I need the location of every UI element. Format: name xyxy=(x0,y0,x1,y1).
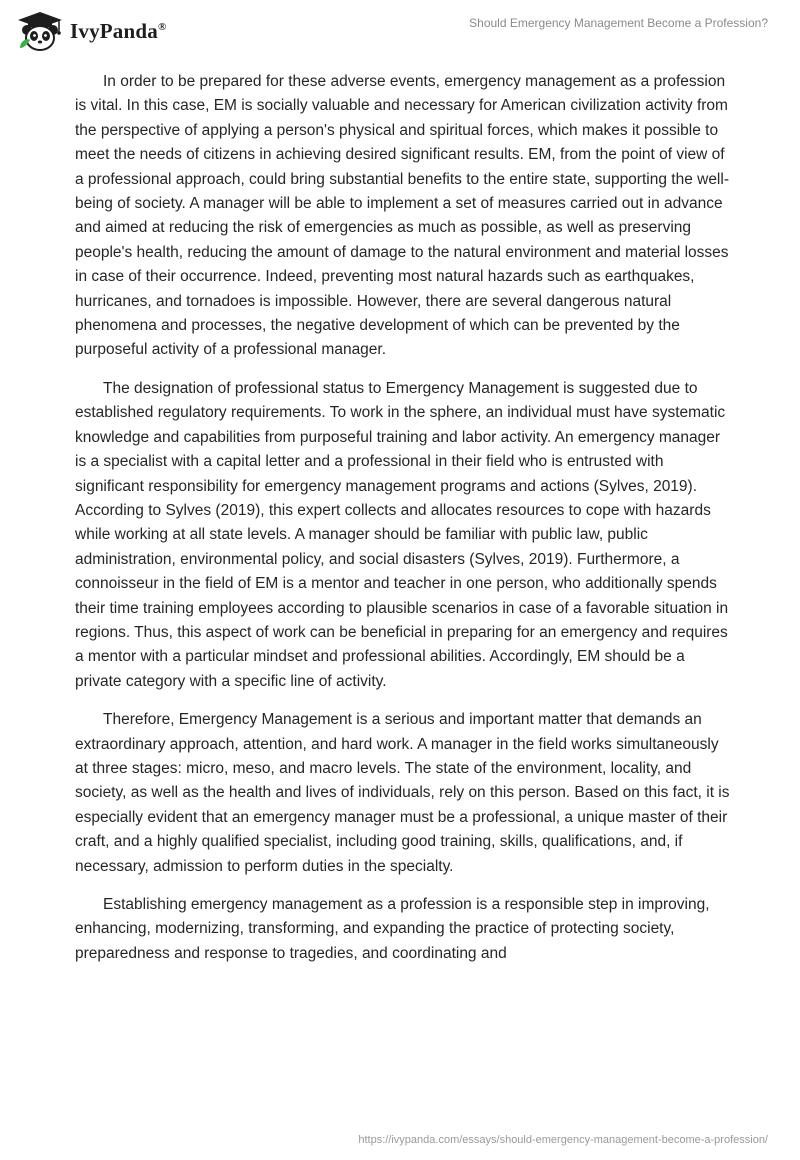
page-header xyxy=(0,0,800,56)
running-title: Should Emergency Management Become a Profession? xyxy=(469,16,768,30)
panda-graduate-icon xyxy=(14,10,66,52)
source-url-link[interactable]: https://ivypanda.com/essays/should-emergency-management-become-a-profession/ xyxy=(358,1134,768,1146)
ivypanda-logo[interactable] xyxy=(14,10,166,52)
paragraph: In order to be prepared for these adverse events, emergency management as a profession is vital. In this case, EM is socially valuable and necessary for American civilization activity from the perspective of applying a person's physical and spiritual forces, which makes it possible to meet the needs of citizens in achieving desired significant results. EM, from the point of view of a professional approach, could bring substantial benefits to the entire state, supporting the well-being of society. A manager will be able to implement a set of measures carried out in advance and aimed at reducing the risk of emergencies as much as possible, as well as preserving people's health, reducing the amount of damage to the natural environment and material losses in case of their occurrence. Indeed, preventing most natural hazards such as earthquakes, hurricanes, and tornadoes is impossible. However, there are several dangerous natural phenomena and processes, the negative development of which can be prevented by the purposeful activity of a professional manager. xyxy=(75,73,729,359)
paragraph: Establishing emergency management as a profession is a responsible step in improving, enhancing, modernizing, transforming, and expanding the practice of protecting society, preparedness and response to tragedies, and coordinating and xyxy=(75,896,710,962)
paragraph: Therefore, Emergency Management is a serious and important matter that demands an extraordinary approach, attention, and hard work. A manager in the field works simultaneously at three stages: micro, meso, and macro levels. The state of the environment, locality, and society, as well as the health and lives of individuals, rely on this person. Based on this fact, it is especially evident that an emergency manager must be a professional, a unique master of their craft, and a highly qualified specialist, including good training, skills, qualifications, and, if necessary, admission to perform duties in the specialty. xyxy=(75,711,730,875)
essay-body xyxy=(75,70,730,980)
logo-wordmark: IvyPanda® xyxy=(70,18,167,43)
paragraph: The designation of professional status to Emergency Management is suggested due to established regulatory requirements. To work in the sphere, an individual must have systematic knowledge and capabilities from purposeful training and labor activity. An emergency manager is a specialist with a capital letter and a professional in their field who is entrusted with significant responsibility for emergency management programs and actions (Sylves, 2019). According to Sylves (2019), this expert collects and allocates resources to cope with hazards while working at all state levels. A manager should be familiar with public law, public administration, environmental policy, and social disasters (Sylves, 2019). Furthermore, a connoisseur in the field of EM is a mentor and teacher in one person, who additionally spends their time training employees according to plausible scenarios in case of a favorable situation in regions. Thus, this aspect of work can be beneficial in preparing for an emergency and requires a mentor with a particular mindset and professional abilities. Accordingly, EM should be a private category with a specific line of activity. xyxy=(75,379,729,690)
